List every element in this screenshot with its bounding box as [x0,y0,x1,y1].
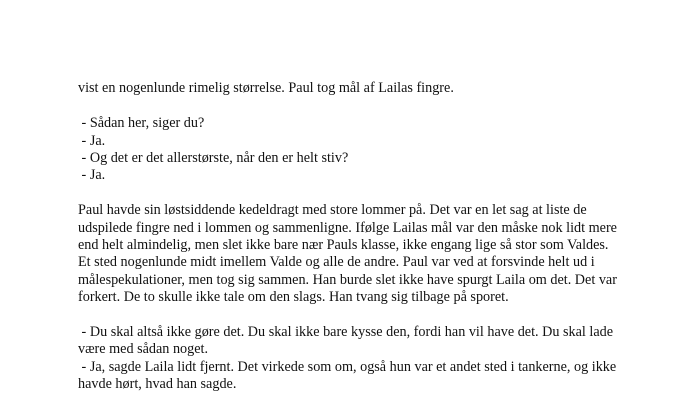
dialogue-line: - Ja, sagde Laila lidt fjernt. Det virkede som om, også hun var et andet sted i tankerne, og ikke [78,359,617,375]
text-line: Paul havde sin løstsiddende kedeldragt med store lommer på. Det var en let sag at liste de [78,202,587,218]
text-line: være med sådan noget. [78,341,209,357]
dialogue-line: - Sådan her, siger du? [78,115,205,131]
text-line: udspilede fingre ned i lommen og sammenligne. Ifølge Lailas mål var den måske nok lidt mere [78,220,617,236]
text-line: end helt almindelig, men slet ikke bare nær Pauls klasse, ikke engang lige så stor som Valdes. [78,237,609,253]
text-line: havde hørt, hvad han sagde. [78,376,237,392]
text-line: Et sted nogenlunde midt imellem Valde og alle de andre. Paul var ved at forsvinde helt ud i [78,254,595,270]
dialogue-line: - Og det er det allerstørste, når den er helt stiv? [78,150,349,166]
dialogue-line: - Du skal altså ikke gøre det. Du skal ikke bare kysse den, fordi han vil have det. Du skal lade [78,324,614,340]
dialogue-line: - Ja. [78,167,106,183]
dialogue-line: - Ja. [78,133,106,149]
text-line: målespekulationer, men tog sig sammen. Han burde slet ikke have spurgt Laila om det. Det var [78,272,617,288]
text-line: vist en nogenlunde rimelig størrelse. Paul tog mål af Lailas fingre. [78,80,454,96]
text-line: forkert. De to skulle ikke tale om den slags. Han tvang sig tilbage på sporet. [78,289,509,305]
